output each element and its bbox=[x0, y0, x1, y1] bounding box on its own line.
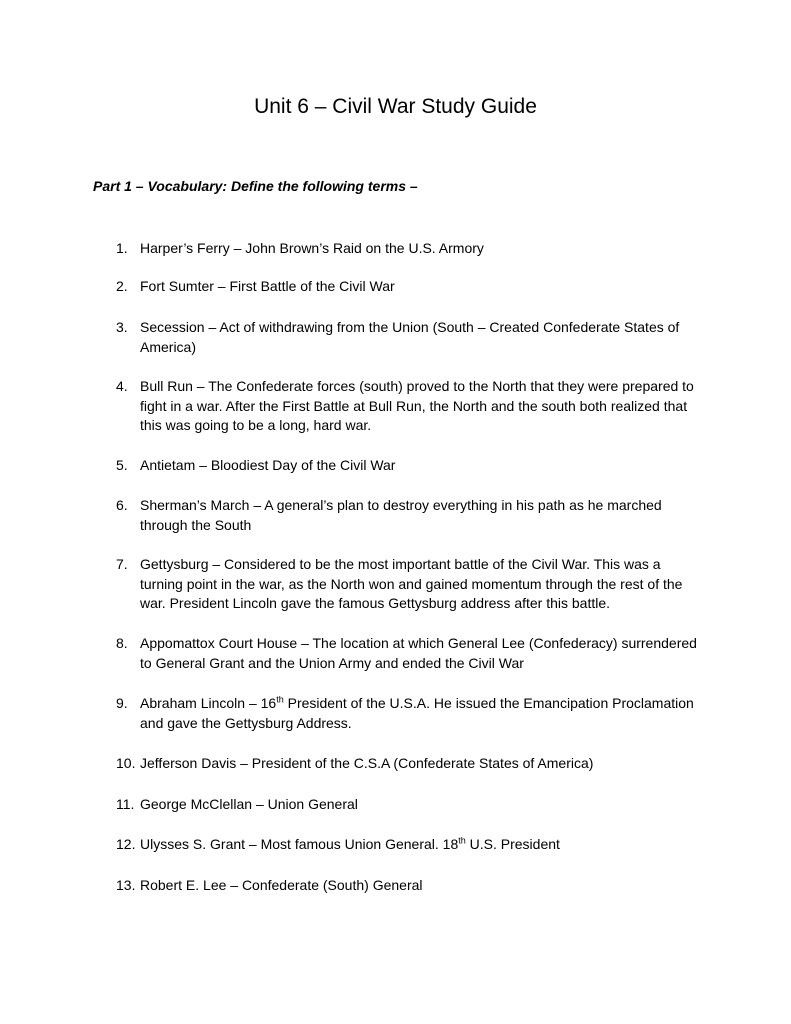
list-item bbox=[116, 318, 701, 357]
list-item bbox=[116, 876, 701, 896]
item-text: Jefferson Davis – President of the C.S.A (Confederate States of America) bbox=[140, 755, 594, 771]
list-item bbox=[116, 634, 701, 673]
item-number: 3. bbox=[116, 319, 128, 335]
list-item bbox=[116, 496, 701, 535]
item-text bbox=[140, 694, 701, 733]
item-text: Robert E. Lee – Confederate (South) General bbox=[140, 877, 423, 893]
item-text: Appomattox Court House – The location at which General Lee (Confederacy) surrendered to General Grant and the Union Army and ended the Civil War bbox=[140, 635, 697, 671]
item-text-part: U.S. President bbox=[465, 836, 560, 852]
list-item bbox=[116, 795, 701, 815]
list-item bbox=[116, 694, 701, 733]
item-number: 11. bbox=[116, 796, 135, 812]
list-item bbox=[116, 456, 701, 476]
item-text: Harper’s Ferry – John Brown’s Raid on the U.S. Armory bbox=[140, 240, 484, 256]
item-number: 5. bbox=[116, 457, 128, 473]
item-number: 4. bbox=[116, 378, 128, 394]
item-text: Sherman’s March – A general’s plan to destroy everything in his path as he marched through the South bbox=[140, 497, 662, 533]
item-number: 8. bbox=[116, 635, 128, 651]
item-text bbox=[140, 835, 701, 855]
item-text: George McClellan – Union General bbox=[140, 796, 358, 812]
item-text-part: Abraham Lincoln – 16 bbox=[140, 695, 277, 711]
ordinal-suffix: th bbox=[276, 694, 284, 705]
item-text-part: Ulysses S. Grant – Most famous Union General. 18 bbox=[140, 836, 459, 852]
item-number: 9. bbox=[116, 695, 128, 711]
page-title: Unit 6 – Civil War Study Guide bbox=[254, 95, 537, 118]
item-text: Gettysburg – Considered to be the most important battle of the Civil War. This was a turning point in the war, as the North won and gained momentum through the rest of the war. President Lincoln gave the famous Gettysburg address after this battle. bbox=[140, 556, 683, 611]
item-number: 12. bbox=[116, 836, 136, 852]
item-number: 13. bbox=[116, 877, 136, 893]
item-text: Bull Run – The Confederate forces (south) proved to the North that they were prepared to fight in a war. After the First Battle at Bull Run, the North and the south both realized that this was going to be a long, hard war. bbox=[140, 378, 694, 433]
list-item bbox=[116, 377, 701, 436]
list-item bbox=[116, 239, 701, 259]
list-item bbox=[116, 555, 701, 614]
list-item bbox=[116, 835, 701, 855]
item-number: 6. bbox=[116, 497, 128, 513]
section-heading: Part 1 – Vocabulary: Define the following terms – bbox=[93, 178, 418, 194]
item-number: 1. bbox=[116, 240, 128, 256]
item-text-part: President of the U.S.A. He issued the Emancipation Proclamation and gave the Gettysburg Address. bbox=[140, 695, 694, 731]
item-number: 10. bbox=[116, 755, 136, 771]
item-text: Fort Sumter – First Battle of the Civil War bbox=[140, 278, 395, 294]
item-number: 7. bbox=[116, 556, 128, 572]
item-text: Secession – Act of withdrawing from the Union (South – Created Confederate States of America) bbox=[140, 319, 680, 355]
item-text: Antietam – Bloodiest Day of the Civil War bbox=[140, 457, 396, 473]
list-item bbox=[116, 754, 701, 774]
list-item bbox=[116, 277, 701, 297]
item-number: 2. bbox=[116, 278, 128, 294]
ordinal-suffix: th bbox=[458, 835, 466, 846]
